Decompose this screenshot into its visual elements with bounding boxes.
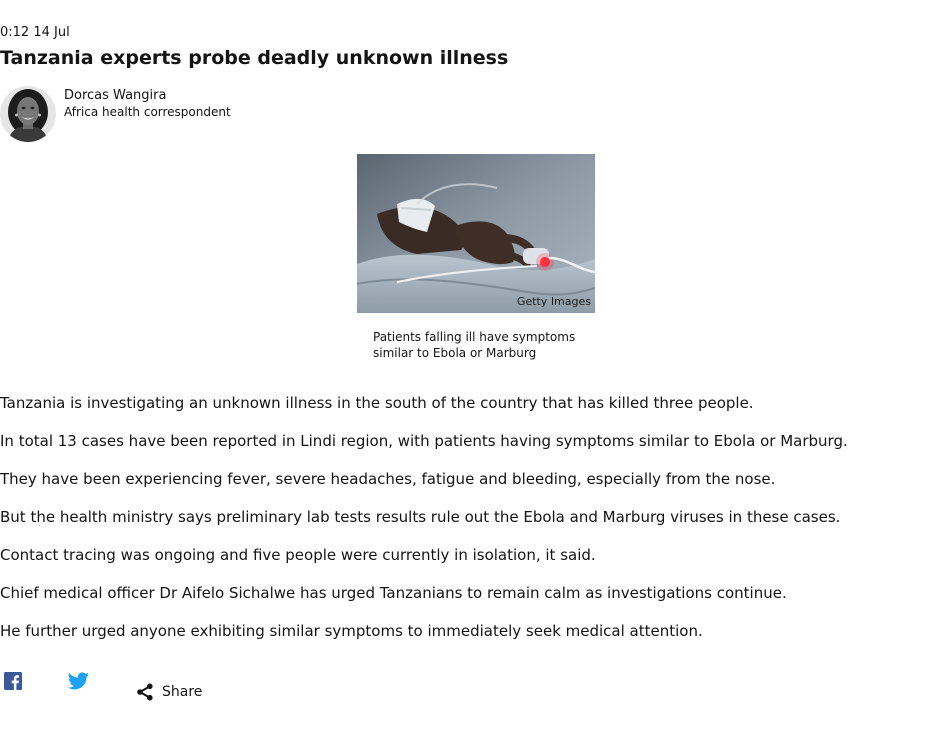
share-icon: [136, 683, 154, 701]
article-photo: [357, 154, 595, 313]
author-name: Dorcas Wangira: [64, 88, 167, 103]
facebook-icon: [4, 672, 22, 690]
author-avatar-image: [0, 86, 56, 142]
byline: [0, 86, 231, 142]
photo-credit: Getty Images: [516, 295, 591, 308]
share-label: Share: [162, 684, 203, 700]
author-role: Africa health correspondent: [64, 105, 231, 119]
photo-caption: Patients falling ill have symptoms similar to Ebola or Marburg: [373, 330, 576, 360]
body-paragraph-6: Chief medical officer Dr Aifelo Sichalwe has urged Tanzanians to remain calm as investigations continue.: [0, 584, 787, 602]
twitter-share-button[interactable]: [68, 672, 89, 690]
share-button[interactable]: [136, 682, 202, 702]
facebook-share-button[interactable]: [4, 672, 22, 690]
body-paragraph-7: He further urged anyone exhibiting similar symptoms to immediately seek medical attention.: [0, 622, 703, 640]
share-bar: [0, 668, 300, 708]
body-paragraph-1: Tanzania is investigating an unknown illness in the south of the country that has killed three people.: [0, 394, 754, 412]
twitter-icon: [68, 672, 89, 690]
post-timestamp: 0:12 14 Jul: [0, 25, 70, 40]
body-paragraph-5: Contact tracing was ongoing and five people were currently in isolation, it said.: [0, 546, 596, 564]
body-paragraph-4: But the health ministry says preliminary lab tests results rule out the Ebola and Marburg viruses in these cases.: [0, 508, 841, 526]
article-body: [0, 393, 920, 659]
article-figure: [357, 154, 595, 360]
body-paragraph-2: In total 13 cases have been reported in Lindi region, with patients having symptoms similar to Ebola or Marburg.: [0, 432, 848, 450]
patient-hand-image: [357, 154, 595, 313]
author-avatar: [0, 86, 56, 142]
byline-text: [64, 87, 231, 121]
body-paragraph-3: They have been experiencing fever, severe headaches, fatigue and bleeding, especially from the nose.: [0, 470, 776, 488]
post-headline: Tanzania experts probe deadly unknown illness: [0, 47, 509, 69]
